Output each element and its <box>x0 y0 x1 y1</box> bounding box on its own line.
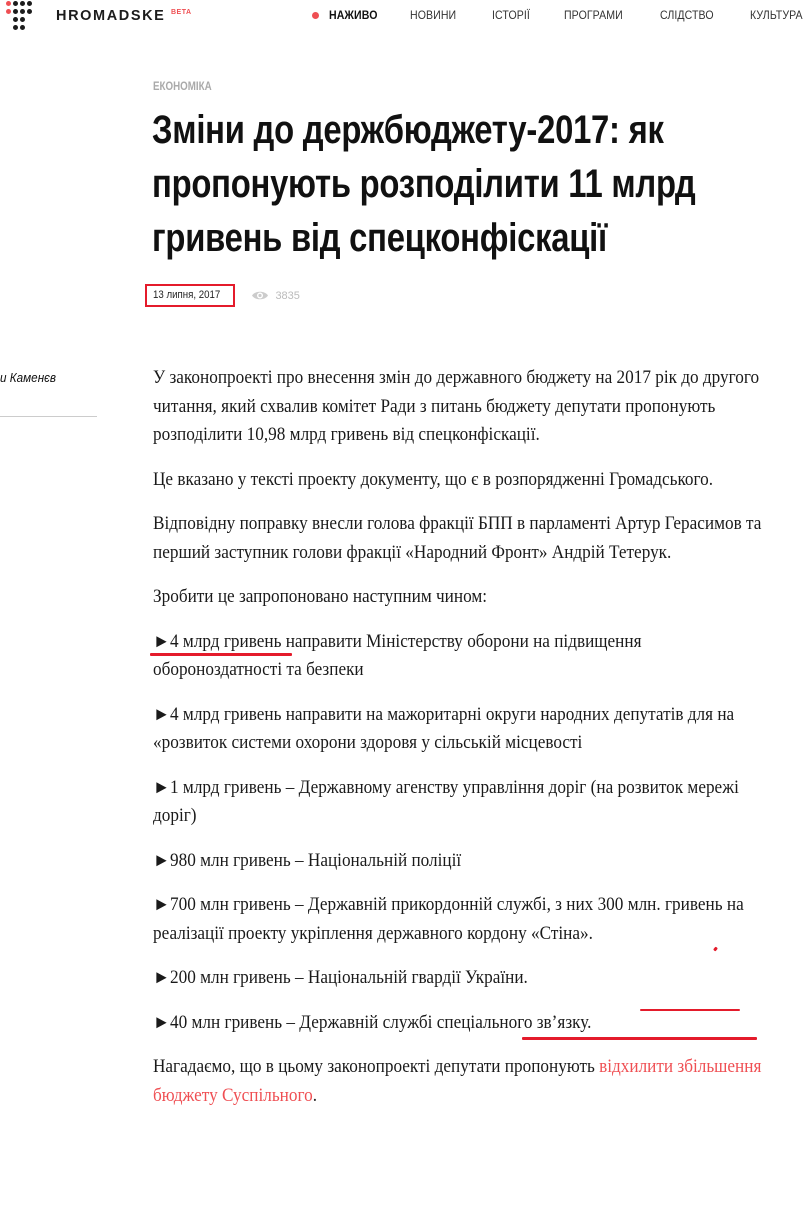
annotation-underline <box>150 653 292 656</box>
beta-badge: BETA <box>171 9 192 16</box>
article-body <box>153 364 778 1126</box>
list-item: ►200 млн гривень – Національній гвардії України. <box>153 968 528 988</box>
annotation-underline <box>640 1009 740 1011</box>
article-meta <box>145 284 300 307</box>
list-item: ►40 млн гривень – Державній службі спеціального зв’язку. <box>153 1012 592 1033</box>
category-link[interactable]: ЕКОНОМІКА <box>153 81 212 93</box>
list-item: ►1 млрд гривень – Державному агенству управління доріг (на розвиток мережі доріг) <box>153 777 739 826</box>
annotation-underline <box>522 1037 757 1040</box>
nav-item-live[interactable]: НАЖИВО <box>329 8 378 22</box>
list-item: ►4 млрд гривень направити Міністерству оборони на підвищення обороноздатності та безпеки <box>153 631 642 680</box>
list-item: ►980 млн гривень – Національній поліції <box>153 850 462 871</box>
main-nav <box>312 8 808 22</box>
paragraph: Зробити це запропоновано наступним чином: <box>153 587 488 607</box>
paragraph: Відповідну поправку внесли голова фракції БПП в парламенті Артур Герасимов та перший заступник голови фракції «Народний Фронт» Андрій Тетерук. <box>153 514 762 563</box>
nav-item-culture[interactable]: КУЛЬТУРА <box>749 8 803 22</box>
logo-dots-icon <box>6 0 42 34</box>
closing-paragraph: Нагадаємо, що в цьому законопроекті депутати пропонують відхилити збільшення бюджету Суспільного. <box>153 1057 762 1106</box>
view-count <box>251 290 299 302</box>
paragraph: У законопроекті про внесення змін до державного бюджету на 2017 рік до другого читання, який схвалив комітет Ради з питань бюджету депутати пропонують розподілити 10,98 млрд гривень від спецконфіскації. <box>153 368 760 445</box>
nav-item-news[interactable]: НОВИНИ <box>410 8 457 22</box>
publish-date: 13 липня, 2017 <box>145 284 235 307</box>
logo-text: HROMADSKE <box>56 8 166 24</box>
related-article-link[interactable]: відхилити збільшення бюджету Суспільного <box>153 1057 762 1106</box>
author-divider <box>0 416 97 417</box>
view-count-value: 3835 <box>275 289 300 302</box>
list-item: ►700 млн гривень – Державній прикордонній службі, з них 300 млн. гривень на реалізації проекту укріплення державного кордону «Стіна». <box>153 895 744 944</box>
nav-item-programs[interactable]: ПРОГРАМИ <box>563 8 623 22</box>
nav-item-investigation[interactable]: СЛІДСТВО <box>659 8 714 22</box>
list-item: ►4 млрд гривень направити на мажоритарні округи народних депутатів для на «розвиток системи охорони здоровя у сільській місцевості <box>153 704 735 753</box>
article-title: Зміни до держбюджету-2017: як пропонують розподілити 11 млрд гривень від спецконфіскації <box>152 108 696 260</box>
eye-icon <box>251 290 269 301</box>
nav-item-stories[interactable]: ІСТОРІЇ <box>491 8 530 22</box>
live-dot-icon <box>312 12 319 19</box>
author-name[interactable]: и Каменєв <box>0 370 57 385</box>
paragraph: Це вказано у тексті проекту документу, що є в розпорядженні Громадського. <box>153 469 714 490</box>
logo[interactable] <box>6 0 192 34</box>
site-header <box>0 0 808 34</box>
